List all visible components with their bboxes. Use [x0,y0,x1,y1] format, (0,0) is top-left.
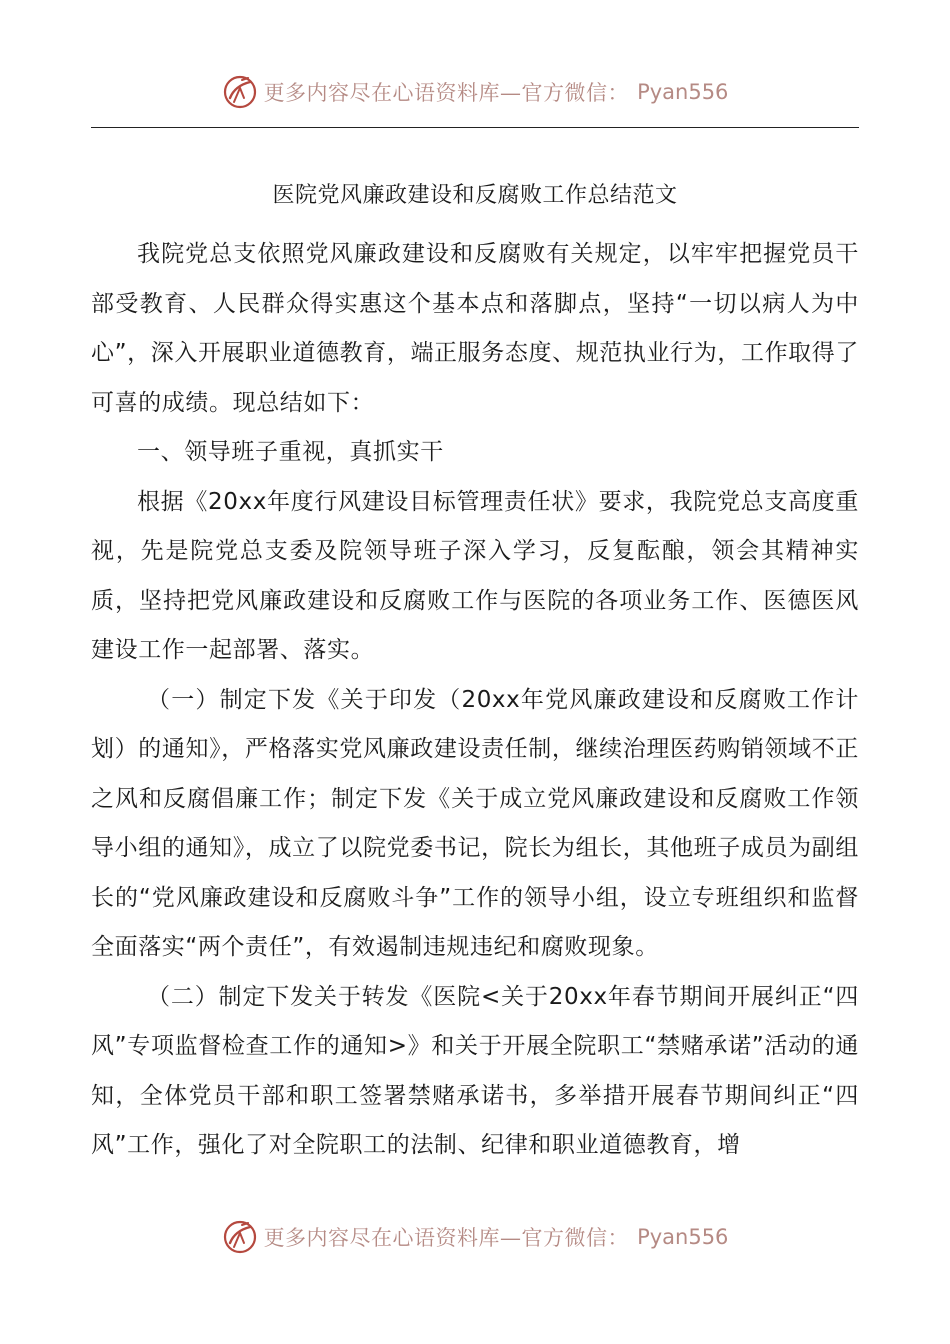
paragraph-intro: 我院党总支依照党风廉政建设和反腐败有关规定，以牢牢把握党员干部受教育、人民群众得实惠这个基本点和落脚点，坚持“一切以病人为中心”，深入开展职业道德教育，端正服务态度、规范执业行为，工作取得了可喜的成绩。现总结如下： [91,241,859,416]
document-title: 医院党风廉政建设和反腐败工作总结范文 [272,183,678,208]
logo-icon [222,74,258,110]
paragraph-item-2: （二）制定下发关于转发《医院<关于20xx年春节期间开展纠正“四风”专项监督检查工作的通知>》和关于开展全院职工“禁赌承诺”活动的通知，全体党员干部和职工签署禁赌承诺书，多举措开展春节期间纠正“四风”工作，强化了对全院职工的法制、纪律和职业道德教育，增 [91,983,859,1158]
paragraph-section-1: 根据《20xx年度行风建设目标管理责任状》要求，我院党总支高度重视，先是院党总支委及院领导班子深入学习，反复酝酿，领会其精神实质，坚持把党风廉政建设和反腐败工作与医院的各项业务工作、医德医风建设工作一起部署、落实。 [91,488,859,663]
header-watermark-banner [0,70,950,114]
section-heading: 一、领导班子重视，真抓实干 [137,439,444,465]
header-divider [91,127,859,128]
banner-text: 更多内容尽在心语资料库—官方微信： [263,1226,630,1250]
banner-text: 更多内容尽在心语资料库—官方微信： [263,81,630,105]
wechat-id: Pyan556 [637,80,729,104]
paragraph-item-1: （一）制定下发《关于印发（20xx年党风廉政建设和反腐败工作计划）的通知》，严格落实党风廉政建设责任制，继续治理医药购销领域不正之风和反腐倡廉工作；制定下发《关于成立党风廉政建设和反腐败工作领导小组的通知》，成立了以院党委书记，院长为组长，其他班子成员为副组长的“党风廉政建设和反腐败斗争”工作的领导小组，设立专班组织和监督全面落实“两个责任”，有效遏制违规违纪和腐败现象。 [91,686,859,960]
footer-watermark-banner [0,1215,950,1259]
document-body [91,230,859,1171]
logo-icon [222,1219,258,1255]
wechat-id: Pyan556 [637,1225,729,1249]
